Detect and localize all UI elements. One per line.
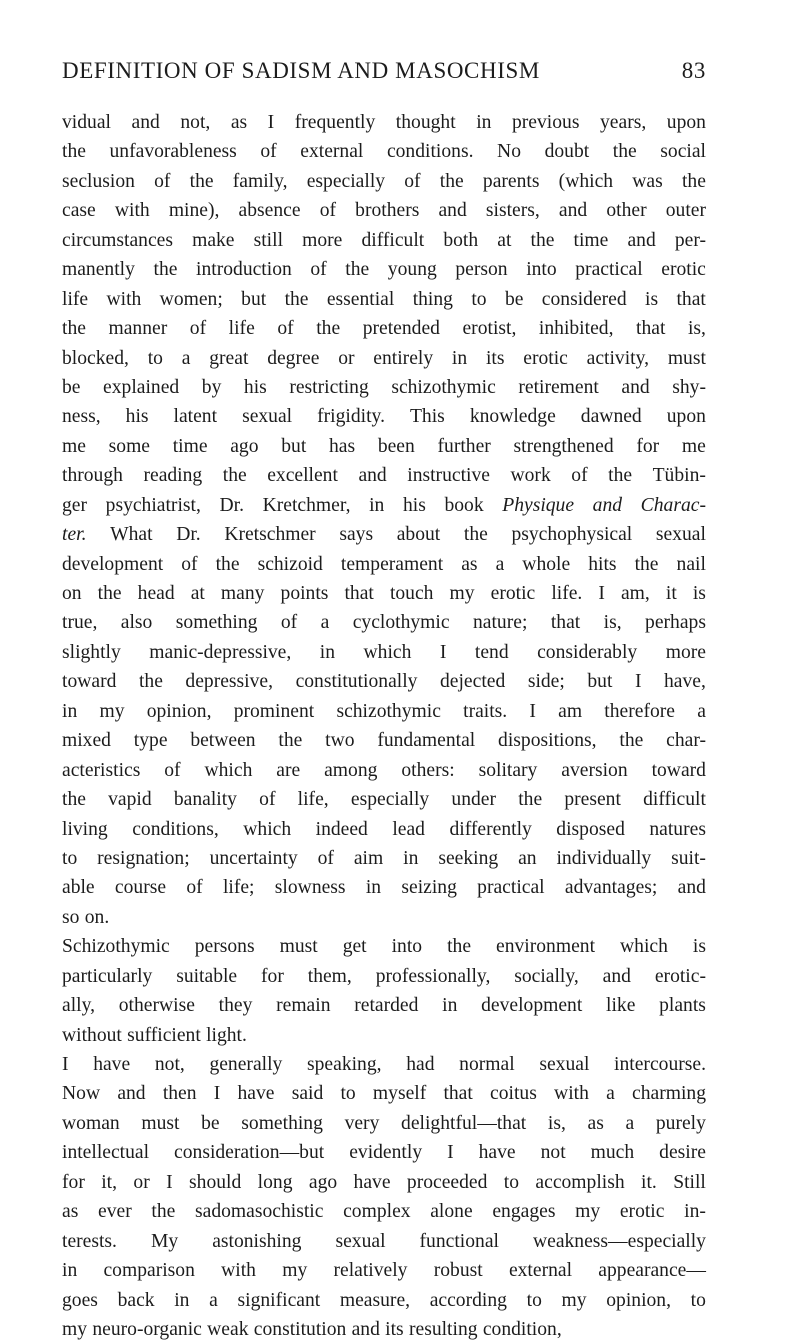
text-line: to resignation; uncertainty of aim in seeking an individually suit- bbox=[62, 847, 706, 869]
text-line: in comparison with my relatively robust external appearance— bbox=[62, 1260, 706, 1282]
text-line: ness, his latent sexual frigidity. This knowledge dawned upon bbox=[62, 406, 706, 428]
text-line: on the head at many points that touch my erotic life. I am, it is bbox=[62, 583, 706, 604]
page-number: 83 bbox=[681, 58, 706, 83]
text-line: seclusion of the family, especially of the parents (which was the bbox=[62, 170, 706, 192]
text-line: Schizothymic persons must get into the environment which is bbox=[62, 936, 706, 958]
text-line: me some time ago but has been further strengthened for me bbox=[62, 435, 706, 457]
text-line: for it, or I should long ago have proceeded to accomplish it. Still bbox=[62, 1171, 706, 1193]
text-line: vidual and not, as I frequently thought in previous years, upon bbox=[62, 112, 706, 133]
text-line: blocked, to a great degree or entirely in its erotic activity, must bbox=[62, 347, 706, 369]
text-line: woman must be something very delightful—that is, as a purely bbox=[62, 1112, 706, 1134]
text-line: I have not, generally speaking, had normal sexual intercourse. bbox=[62, 1054, 706, 1075]
text-line: toward the depressive, constitutionally dejected side; but I have, bbox=[62, 671, 706, 693]
body-text bbox=[62, 108, 706, 1344]
text-line: be explained by his restricting schizothymic retirement and shy- bbox=[62, 376, 706, 398]
text-line: goes back in a significant measure, according to my opinion, to bbox=[62, 1289, 706, 1311]
text-line: the unfavorableness of external conditions. No doubt the social bbox=[62, 141, 706, 163]
text-line: ger psychiatrist, Dr. Kretchmer, in his book Physique and Charac- bbox=[62, 494, 706, 516]
paragraph bbox=[62, 932, 706, 1050]
text-line: living conditions, which indeed lead differently disposed natures bbox=[62, 818, 706, 840]
text-line: the manner of life of the pretended erotist, inhibited, that is, bbox=[62, 318, 706, 340]
text-line: through reading the excellent and instructive work of the Tübin- bbox=[62, 465, 706, 487]
text-line: able course of life; slowness in seizing practical advantages; and bbox=[62, 877, 706, 899]
text-line: in my opinion, prominent schizothymic traits. I am therefore a bbox=[62, 700, 706, 722]
text-line: ally, otherwise they remain retarded in development like plants bbox=[62, 995, 706, 1017]
text-line: the vapid banality of life, especially under the present difficult bbox=[62, 789, 706, 811]
text-line: Now and then I have said to myself that coitus with a charming bbox=[62, 1083, 706, 1105]
text-line: slightly manic-depressive, in which I tend considerably more bbox=[62, 641, 706, 663]
text-line: particularly suitable for them, professionally, socially, and erotic- bbox=[62, 965, 706, 987]
text-line: acteristics of which are among others: solitary aversion toward bbox=[62, 759, 706, 781]
book-page bbox=[62, 58, 706, 1344]
text-line: my neuro-organic weak constitution and its resulting condition, bbox=[62, 1318, 562, 1340]
text-line: circumstances make still more difficult both at the time and per- bbox=[62, 229, 706, 251]
text-line: true, also something of a cyclothymic nature; that is, perhaps bbox=[62, 612, 706, 634]
chapter-title: DEFINITION OF SADISM AND MASOCHISM bbox=[62, 58, 540, 83]
text-line: as ever the sadomasochistic complex alone engages my erotic in- bbox=[62, 1201, 706, 1223]
text-line: without sufficient light. bbox=[62, 1024, 247, 1046]
text-line: so on. bbox=[62, 906, 110, 928]
text-line: life with women; but the essential thing to be considered is that bbox=[62, 288, 706, 310]
text-line: intellectual consideration—but evidently I have not much desire bbox=[62, 1142, 706, 1164]
running-header bbox=[62, 58, 706, 94]
paragraph bbox=[62, 108, 706, 932]
text-line: case with mine), absence of brothers and sisters, and other outer bbox=[62, 200, 706, 222]
paragraph bbox=[62, 1050, 706, 1344]
text-line: development of the schizoid temperament as a whole hits the nail bbox=[62, 553, 706, 575]
text-line: terests. My astonishing sexual functional weakness—especially bbox=[62, 1230, 706, 1252]
text-line: ter. What Dr. Kretschmer says about the psychophysical sexual bbox=[62, 524, 706, 546]
text-line: mixed type between the two fundamental dispositions, the char- bbox=[62, 730, 706, 752]
text-line: manently the introduction of the young person into practical erotic bbox=[62, 259, 706, 281]
